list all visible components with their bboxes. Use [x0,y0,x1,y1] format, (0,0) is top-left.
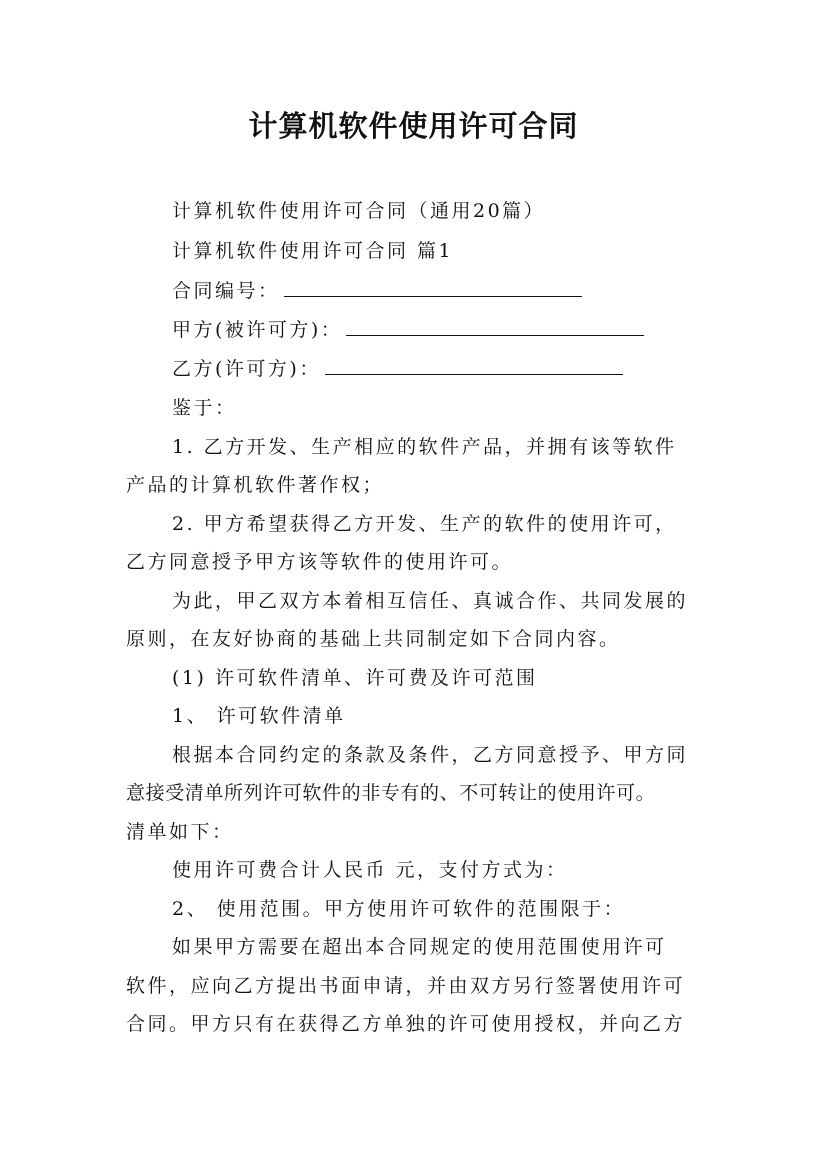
party-a-row [172,317,706,343]
paragraph-line: 清单如下： [126,821,234,843]
paragraph-line: 软件，应向乙方提出书面申请，并由双方另行签署使用许可 [126,975,686,997]
paragraph-line: 1. 乙方开发、生产相应的软件产品，并拥有该等软件 [172,436,677,458]
paragraph-line: 如果甲方需要在超出本合同规定的使用范围使用许可 [172,936,667,958]
contract-number-row [172,278,706,304]
paragraph-line: 产品的计算机软件著作权； [126,474,385,496]
paragraph-line: 合同。甲方只有在获得乙方单独的许可使用授权，并向乙方 [126,1013,686,1035]
paragraph-line: 乙方同意授予甲方该等软件的使用许可。 [126,551,514,573]
party-b-label: 乙方(许可方)： [172,358,321,380]
section-heading: 计算机软件使用许可合同 篇1 [172,240,454,262]
party-a-blank [346,317,644,336]
party-a-label: 甲方(被许可方)： [172,319,343,341]
document-title: 计算机软件使用许可合同 [248,109,579,143]
party-b-blank [325,356,623,375]
contract-number-label: 合同编号： [172,280,280,302]
paragraph-line: 1、 许可软件清单 [172,705,346,727]
document-subtitle: 计算机软件使用许可合同（通用20篇） [172,200,546,222]
paragraph-line: 根据本合同约定的条款及条件，乙方同意授予、甲方同 [172,744,689,766]
paragraph-line: 意接受清单所列许可软件的非专有的、不可转让的使用许可。 [126,782,656,804]
paragraph-line: 使用许可费合计人民币 元，支付方式为： [172,859,568,881]
paragraph-line: 2. 甲方希望获得乙方开发、生产的软件的使用许可， [172,513,677,535]
paragraph-line: 为此，甲乙双方本着相互信任、真诚合作、共同发展的 [172,590,689,612]
whereas-label: 鉴于： [172,397,237,419]
paragraph-line: (1) 许可软件清单、许可费及许可范围 [172,667,538,689]
paragraph-line: 2、 使用范围。甲方使用许可软件的范围限于： [172,898,626,920]
party-b-row [172,356,706,382]
contract-number-blank [284,278,582,297]
paragraph-line: 原则，在友好协商的基础上共同制定如下合同内容。 [126,628,621,650]
